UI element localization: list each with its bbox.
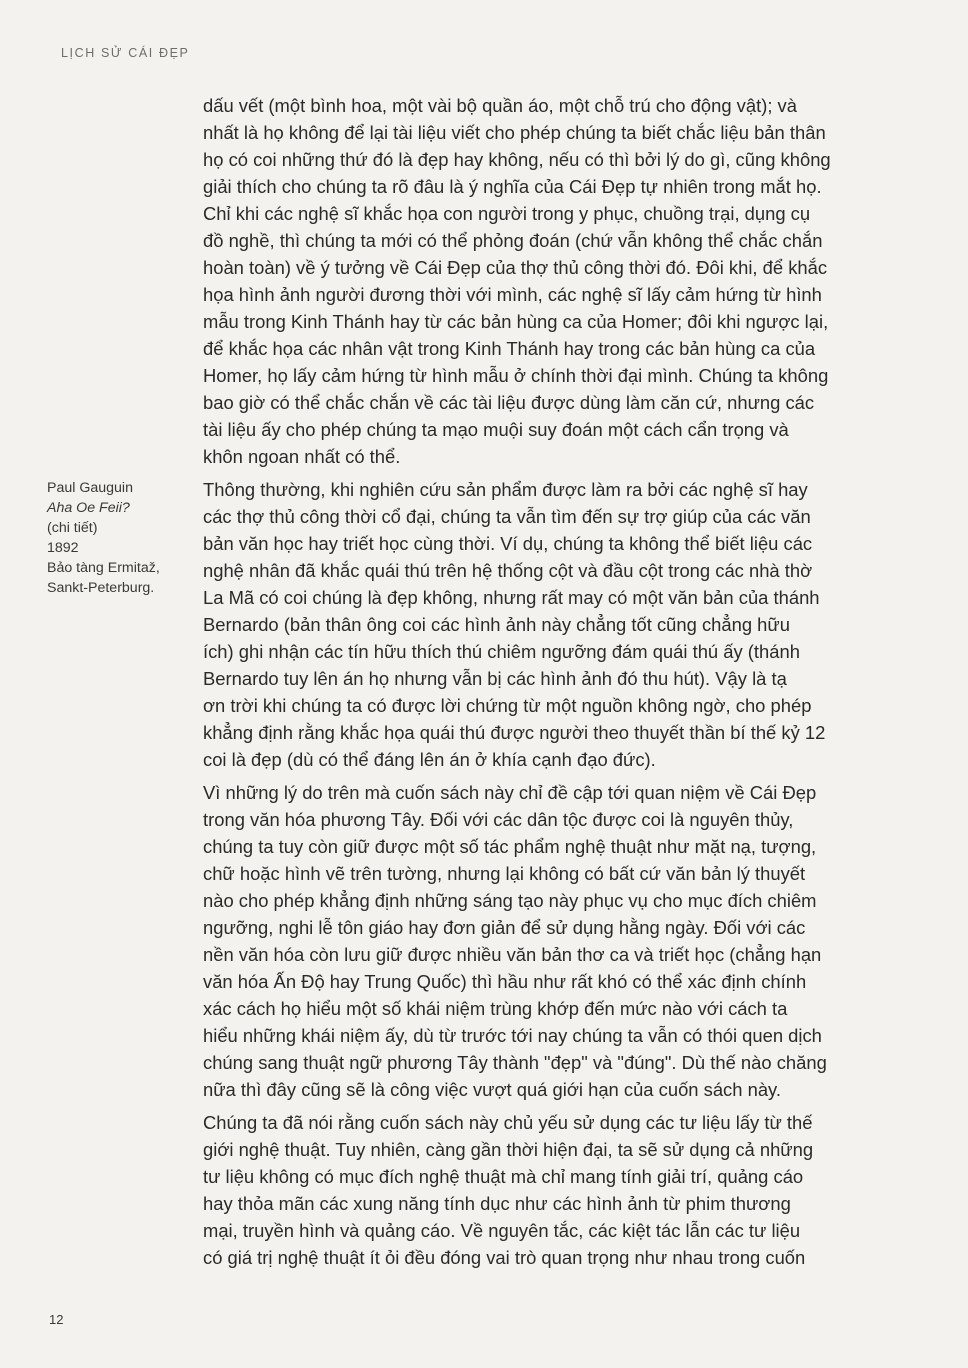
page-number: 12 — [49, 1312, 64, 1327]
body-paragraph — [203, 779, 906, 1103]
text-line: hay thỏa mãn các xung năng tính dục như các hình ảnh từ phim thương — [203, 1193, 791, 1214]
text-line: khẳng định rằng khắc họa quái thú được người theo thuyết thần bí thế kỷ 12 — [203, 722, 826, 743]
running-head: LỊCH SỬ CÁI ĐẸP — [61, 46, 190, 60]
text-line: chúng ta tuy còn giữ được một số tác phẩm nghệ thuật như mặt nạ, tượng, — [203, 836, 817, 857]
text-line: để khắc họa các nhân vật trong Kinh Thánh hay trong các bản hùng ca của — [203, 338, 816, 359]
text-line: bao giờ có thể chắc chắn về các tài liệu được dùng làm căn cứ, nhưng các — [203, 392, 815, 413]
text-line: giải thích cho chúng ta rõ đâu là ý nghĩa của Cái Đẹp tự nhiên trong mắt họ. — [203, 176, 822, 197]
text-line: xác cách họ hiểu một số khái niệm trùng khớp đến mức nào với cách ta — [203, 998, 788, 1019]
caption-title: Aha Oe Feii? — [47, 500, 130, 516]
text-line: họ có coi những thứ đó là đẹp hay không, nếu có thì bởi lý do gì, cũng không — [203, 149, 831, 170]
text-line: nghệ nhân đã khắc quái thú trên hệ thống cột và đầu cột trong các nhà thờ — [203, 560, 813, 581]
body-paragraph — [203, 92, 906, 470]
text-line: họa hình ảnh người đương thời với mình, các nghệ sĩ lấy cảm hứng từ hình — [203, 284, 822, 305]
caption-location-line-1: Bảo tàng Ermitaž, — [47, 560, 160, 576]
text-line: chúng sang thuật ngữ phương Tây thành "đẹp" và "đúng". Dù thế nào chăng — [203, 1052, 827, 1073]
text-line: chữ hoặc hình vẽ trên tường, nhưng lại không có bất cứ văn bản lý thuyết — [203, 863, 806, 884]
text-line: tài liệu ấy cho phép chúng ta mạo muội suy đoán một cách cẩn trọng và — [203, 419, 789, 440]
text-line: Bernardo tuy lên án họ nhưng vẫn bị các hình ảnh đó thu hút). Vậy là tạ — [203, 668, 787, 689]
text-line: khôn ngoan nhất có thể. — [203, 446, 401, 467]
text-line: có giá trị nghệ thuật ít ỏi đều đóng vai trò quan trọng như nhau trong cuốn — [203, 1247, 806, 1268]
caption-year: 1892 — [47, 540, 79, 556]
text-line: Bernardo (bản thân ông coi các hình ảnh này chẳng tốt cũng chẳng hữu — [203, 614, 790, 635]
body-paragraph — [203, 476, 906, 773]
caption-location-line-2: Sankt-Peterburg. — [47, 580, 155, 596]
text-line: Chỉ khi các nghệ sĩ khắc họa con người trong y phục, chuồng trại, dụng cụ — [203, 203, 811, 224]
image-caption — [47, 478, 197, 598]
text-line: dấu vết (một bình hoa, một vài bộ quần áo, một chỗ trú cho động vật); và — [203, 95, 797, 116]
caption-artist: Paul Gauguin — [47, 480, 133, 496]
text-line: trong văn hóa phương Tây. Đối với các dân tộc được coi là nguyên thủy, — [203, 809, 794, 830]
text-line: ơn trời khi chúng ta có được lời chứng từ một nguồn không ngờ, cho phép — [203, 695, 812, 716]
text-line: đồ nghề, thì chúng ta mới có thể phỏng đoán (chứ vẫn không thể chắc chắn — [203, 230, 823, 251]
text-line: Thông thường, khi nghiên cứu sản phẩm được làm ra bởi các nghệ sĩ hay — [203, 479, 808, 500]
text-line: mại, truyền hình và quảng cáo. Về nguyên tắc, các kiệt tác lẫn các tư liệu — [203, 1220, 801, 1241]
body-paragraph — [203, 1109, 906, 1271]
text-line: nào cho phép khẳng định những sáng tạo này phục vụ cho mục đích chiêm — [203, 890, 817, 911]
text-line: hoàn toàn) về ý tưởng về Cái Đẹp của thợ thủ công thời đó. Đôi khi, để khắc — [203, 257, 828, 278]
text-line: tư liệu không có mục đích nghệ thuật mà chỉ mang tính giải trí, quảng cáo — [203, 1166, 804, 1187]
text-line: hiểu những khái niệm ấy, dù từ trước tới nay chúng ta vẫn có thói quen dịch — [203, 1025, 822, 1046]
text-line: nền văn hóa còn lưu giữ được nhiều văn bản thơ ca và triết học (chẳng hạn — [203, 944, 822, 965]
text-line: coi là đẹp (dù có thể đáng lên án ở khía cạnh đạo đức). — [203, 749, 656, 770]
text-line: Chúng ta đã nói rằng cuốn sách này chủ yếu sử dụng các tư liệu lấy từ thế — [203, 1112, 813, 1133]
text-line: mẫu trong Kinh Thánh hay từ các bản hùng ca của Homer; đôi khi ngược lại, — [203, 311, 829, 332]
text-line: nhất là họ không để lại tài liệu viết cho phép chúng ta biết chắc liệu bản thân — [203, 122, 826, 143]
text-line: ngưỡng, nghi lễ tôn giáo hay đơn giản để sử dụng hằng ngày. Đối với các — [203, 917, 806, 938]
text-line: văn hóa Ấn Độ hay Trung Quốc) thì hầu như rất khó có thể xác định chính — [203, 971, 807, 992]
text-line: bản văn học hay triết học cùng thời. Ví dụ, chúng ta không thể biết liệu các — [203, 533, 813, 554]
text-line: giới nghệ thuật. Tuy nhiên, càng gần thời hiện đại, ta sẽ sử dụng cả những — [203, 1139, 814, 1160]
text-line: nữa thì đây cũng sẽ là công việc vượt quá giới hạn của cuốn sách này. — [203, 1079, 781, 1100]
text-line: Homer, họ lấy cảm hứng từ hình mẫu ở chính thời đại mình. Chúng ta không — [203, 365, 829, 386]
caption-detail: (chi tiết) — [47, 520, 98, 536]
text-line: ích) ghi nhận các tín hữu thích thú chiêm ngưỡng đám quái thú ấy (thánh — [203, 641, 800, 662]
text-line: các thợ thủ công thời cổ đại, chúng ta vẫn tìm đến sự trợ giúp của các văn — [203, 506, 811, 527]
body-text — [203, 92, 906, 1271]
text-line: La Mã có coi chúng là đẹp không, nhưng rất may có một văn bản của thánh — [203, 587, 820, 608]
text-line: Vì những lý do trên mà cuốn sách này chỉ đề cập tới quan niệm về Cái Đẹp — [203, 782, 817, 803]
